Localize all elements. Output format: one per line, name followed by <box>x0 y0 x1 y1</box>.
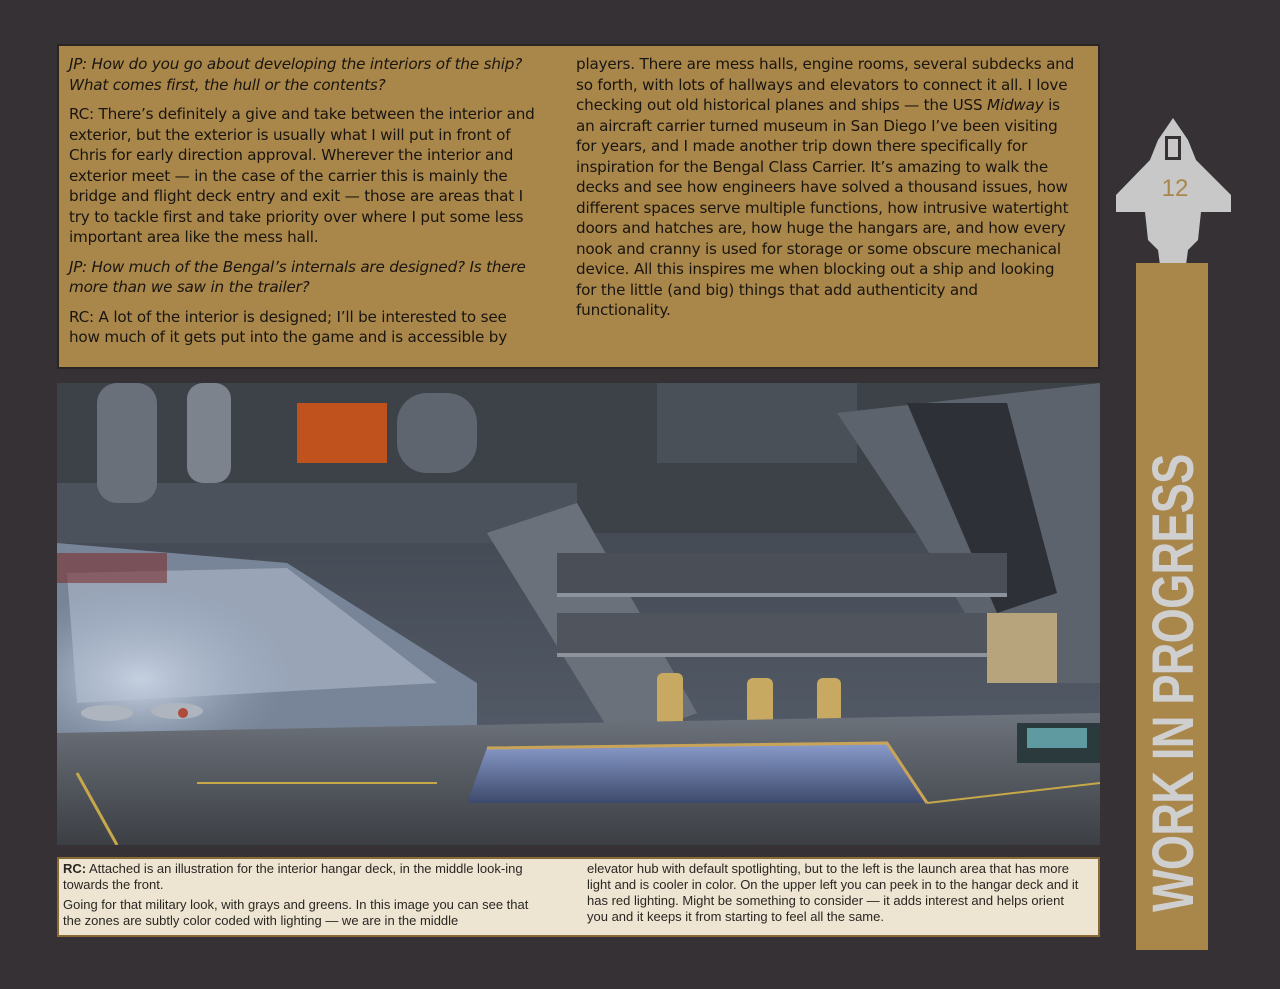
article-column-left <box>69 54 541 357</box>
midway-italic: Midway <box>987 96 1044 114</box>
caption-column-right <box>587 861 1087 925</box>
question-1: JP: How do you go about developing the interiors of the ship? What comes first, the hull or the contents? <box>69 55 523 94</box>
caption-paragraph-2: Going for that military look, with grays and greens. In this image you can see that the zones are subtly color coded with lighting — we are in the middle <box>63 897 529 928</box>
caption-paragraph-3: elevator hub with default spotlighting, but to the left is the launch area that has more light and is cooler in color. On the upper left you can peek in to the hangar deck and it has red lighting. Might be something to consider — it adds interest and helps orient you and it keeps it from starting to feel all the same. <box>587 861 1079 924</box>
article-panel <box>57 44 1100 369</box>
answer-1: RC: There’s definitely a give and take between the interior and exterior, but the exterior is usually what I will put in front of Chris for early direction approval. Wherever the interior and exterior meet — in the case of the carrier this is mainly the bridge and flight deck entry and exit — those are areas that I try to tackle first and take priority over where I put some less important area like the mess hall. <box>69 105 535 246</box>
issue-number: 12 <box>1161 175 1189 202</box>
hangar-illustration <box>57 383 1100 845</box>
work-in-progress-label: WORK IN PROGRESS <box>1141 454 1206 912</box>
image-caption <box>57 857 1100 937</box>
question-2: JP: How much of the Bengal’s internals are designed? Is there more than we saw in the trailer? <box>69 257 526 296</box>
caption-column-left <box>63 861 543 933</box>
caption-speaker: RC: <box>63 861 87 876</box>
answer-2: RC: A lot of the interior is designed; I’ll be interested to see how much of it gets put into the game and is accessible by <box>69 307 507 346</box>
article-column-right <box>576 54 1076 330</box>
caption-intro: RC: Attached is an illustration for the interior hangar deck, in the middle look-ing towards the front. <box>63 861 523 892</box>
answer-2-continued: players. There are mess halls, engine rooms, several subdecks and so forth, with lots of hallways and elevators to connect it all. I love checking out old historical planes and ships — the USS Midway is an aircraft carrier turned museum in San Diego I’ve been visiting for years, and I made another trip down there specifically for inspiration for the Bengal Class Carrier. It’s amazing to walk the decks and see how engineers have solved a thousand issues, how different spaces serve multiple functions, how intrusive watertight doors and hatches are, how huge the hangars are, and how every nook and cranny is used for storage or some obscure mechanical device. All this inspires me when blocking out a ship and looking for the little (and big) things that add authenticity and functionality. <box>576 55 1075 319</box>
